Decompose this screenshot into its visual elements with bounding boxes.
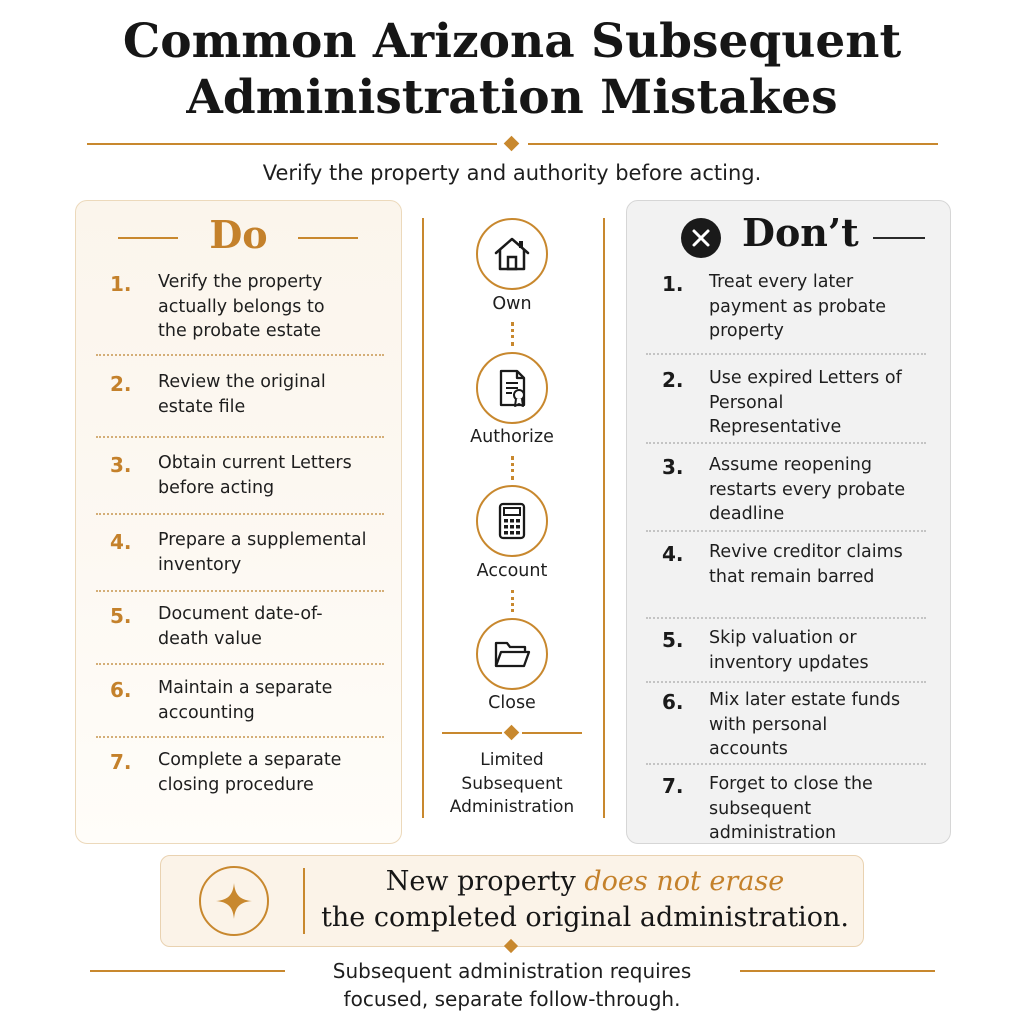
do-item-text: Document date-of-death value: [158, 604, 323, 649]
folder-icon: [491, 633, 533, 675]
calculator-icon: [491, 500, 533, 542]
step-own-label: Own: [492, 294, 532, 314]
do-divider: [96, 513, 384, 515]
dont-item-text: Mix later estate funds with personal accounts: [709, 690, 901, 759]
do-item-text: Review the original estate file: [158, 372, 326, 417]
dont-divider: [646, 530, 926, 532]
center-note: Limited Subsequent Administration: [449, 750, 575, 817]
callout-line-2: the completed original administration.: [321, 902, 849, 933]
do-item-number: 6.: [110, 678, 132, 702]
house-icon: [491, 233, 533, 275]
step-account-circle: [476, 485, 548, 557]
footer-line: Subsequent administration requires focused, separate follow-through.: [332, 959, 692, 1011]
page-title: [0, 14, 1024, 126]
step-connector: [511, 322, 514, 346]
callout-emphasis: does not erase: [584, 866, 785, 897]
dont-item-number: 2.: [662, 368, 684, 392]
title-line-1: Common Arizona Subsequent: [122, 14, 902, 69]
center-rule-left: [442, 732, 502, 734]
dont-item-number: 1.: [662, 272, 684, 296]
dont-item-number: 3.: [662, 455, 684, 479]
dont-item-text: Treat every later payment as probate property: [709, 272, 887, 341]
do-divider: [96, 590, 384, 592]
step-authorize-circle: [476, 352, 548, 424]
callout-part-1: New property: [385, 866, 585, 897]
title-rule-left: [87, 143, 497, 145]
dont-divider: [646, 353, 926, 355]
certificate-document-icon: [491, 367, 533, 409]
dont-divider: [646, 763, 926, 765]
callout-line-1: [320, 864, 850, 900]
title-line-2: Administration Mistakes: [186, 70, 838, 125]
title-rule-right: [528, 143, 938, 145]
dont-item-number: 7.: [662, 774, 684, 798]
center-divider-right: [603, 218, 605, 818]
dont-item-text: Revive creditor claims that remain barred: [709, 542, 903, 587]
do-divider: [96, 736, 384, 738]
dont-heading: Don’t: [742, 210, 859, 255]
dont-item-text: Forget to close the subsequent administration: [709, 774, 873, 843]
footer-text: [0, 957, 1024, 1013]
do-divider: [96, 436, 384, 438]
do-item-text: Maintain a separate accounting: [158, 678, 333, 723]
center-divider-left: [422, 218, 424, 818]
dont-item-number: 4.: [662, 542, 684, 566]
step-connector: [511, 590, 514, 612]
dont-divider: [646, 617, 926, 619]
do-divider: [96, 663, 384, 665]
do-item-text: Verify the property actually belongs to the probate estate: [158, 272, 325, 341]
step-account-label: Account: [476, 561, 548, 581]
step-close-label: Close: [488, 693, 536, 713]
dont-heading-rule: [873, 237, 925, 239]
do-heading-rule-right: [298, 237, 358, 239]
do-heading: Do: [209, 212, 268, 257]
step-close-circle: [476, 618, 548, 690]
do-item-number: 7.: [110, 750, 132, 774]
do-item-text: Complete a separate closing procedure: [158, 750, 342, 795]
dont-item-text: Use expired Letters of Personal Representative: [709, 368, 902, 437]
do-item-text: Prepare a supplemental inventory: [158, 530, 367, 575]
close-circle-icon: [681, 218, 721, 258]
step-authorize-label: Authorize: [470, 427, 554, 447]
do-item-number: 3.: [110, 453, 132, 477]
dont-item-text: Skip valuation or inventory updates: [709, 628, 869, 673]
do-divider: [96, 354, 384, 356]
do-item-number: 1.: [110, 272, 132, 296]
dont-item-number: 5.: [662, 628, 684, 652]
dont-item-number: 6.: [662, 690, 684, 714]
do-item-number: 4.: [110, 530, 132, 554]
do-item-number: 5.: [110, 604, 132, 628]
callout-separator: [303, 868, 305, 934]
center-rule-right: [522, 732, 582, 734]
title-diamond: [504, 136, 520, 152]
step-own-circle: [476, 218, 548, 290]
do-item-number: 2.: [110, 372, 132, 396]
callout-text: [320, 864, 850, 936]
subtitle: Verify the property and authority before acting.: [262, 161, 762, 185]
dont-divider: [646, 681, 926, 683]
do-item-text: Obtain current Letters before acting: [158, 453, 352, 498]
dont-divider: [646, 442, 926, 444]
center-diamond: [504, 725, 520, 741]
dont-item-text: Assume reopening restarts every probate deadline: [709, 455, 906, 524]
sparkle-icon: [199, 866, 269, 936]
step-connector: [511, 456, 514, 480]
